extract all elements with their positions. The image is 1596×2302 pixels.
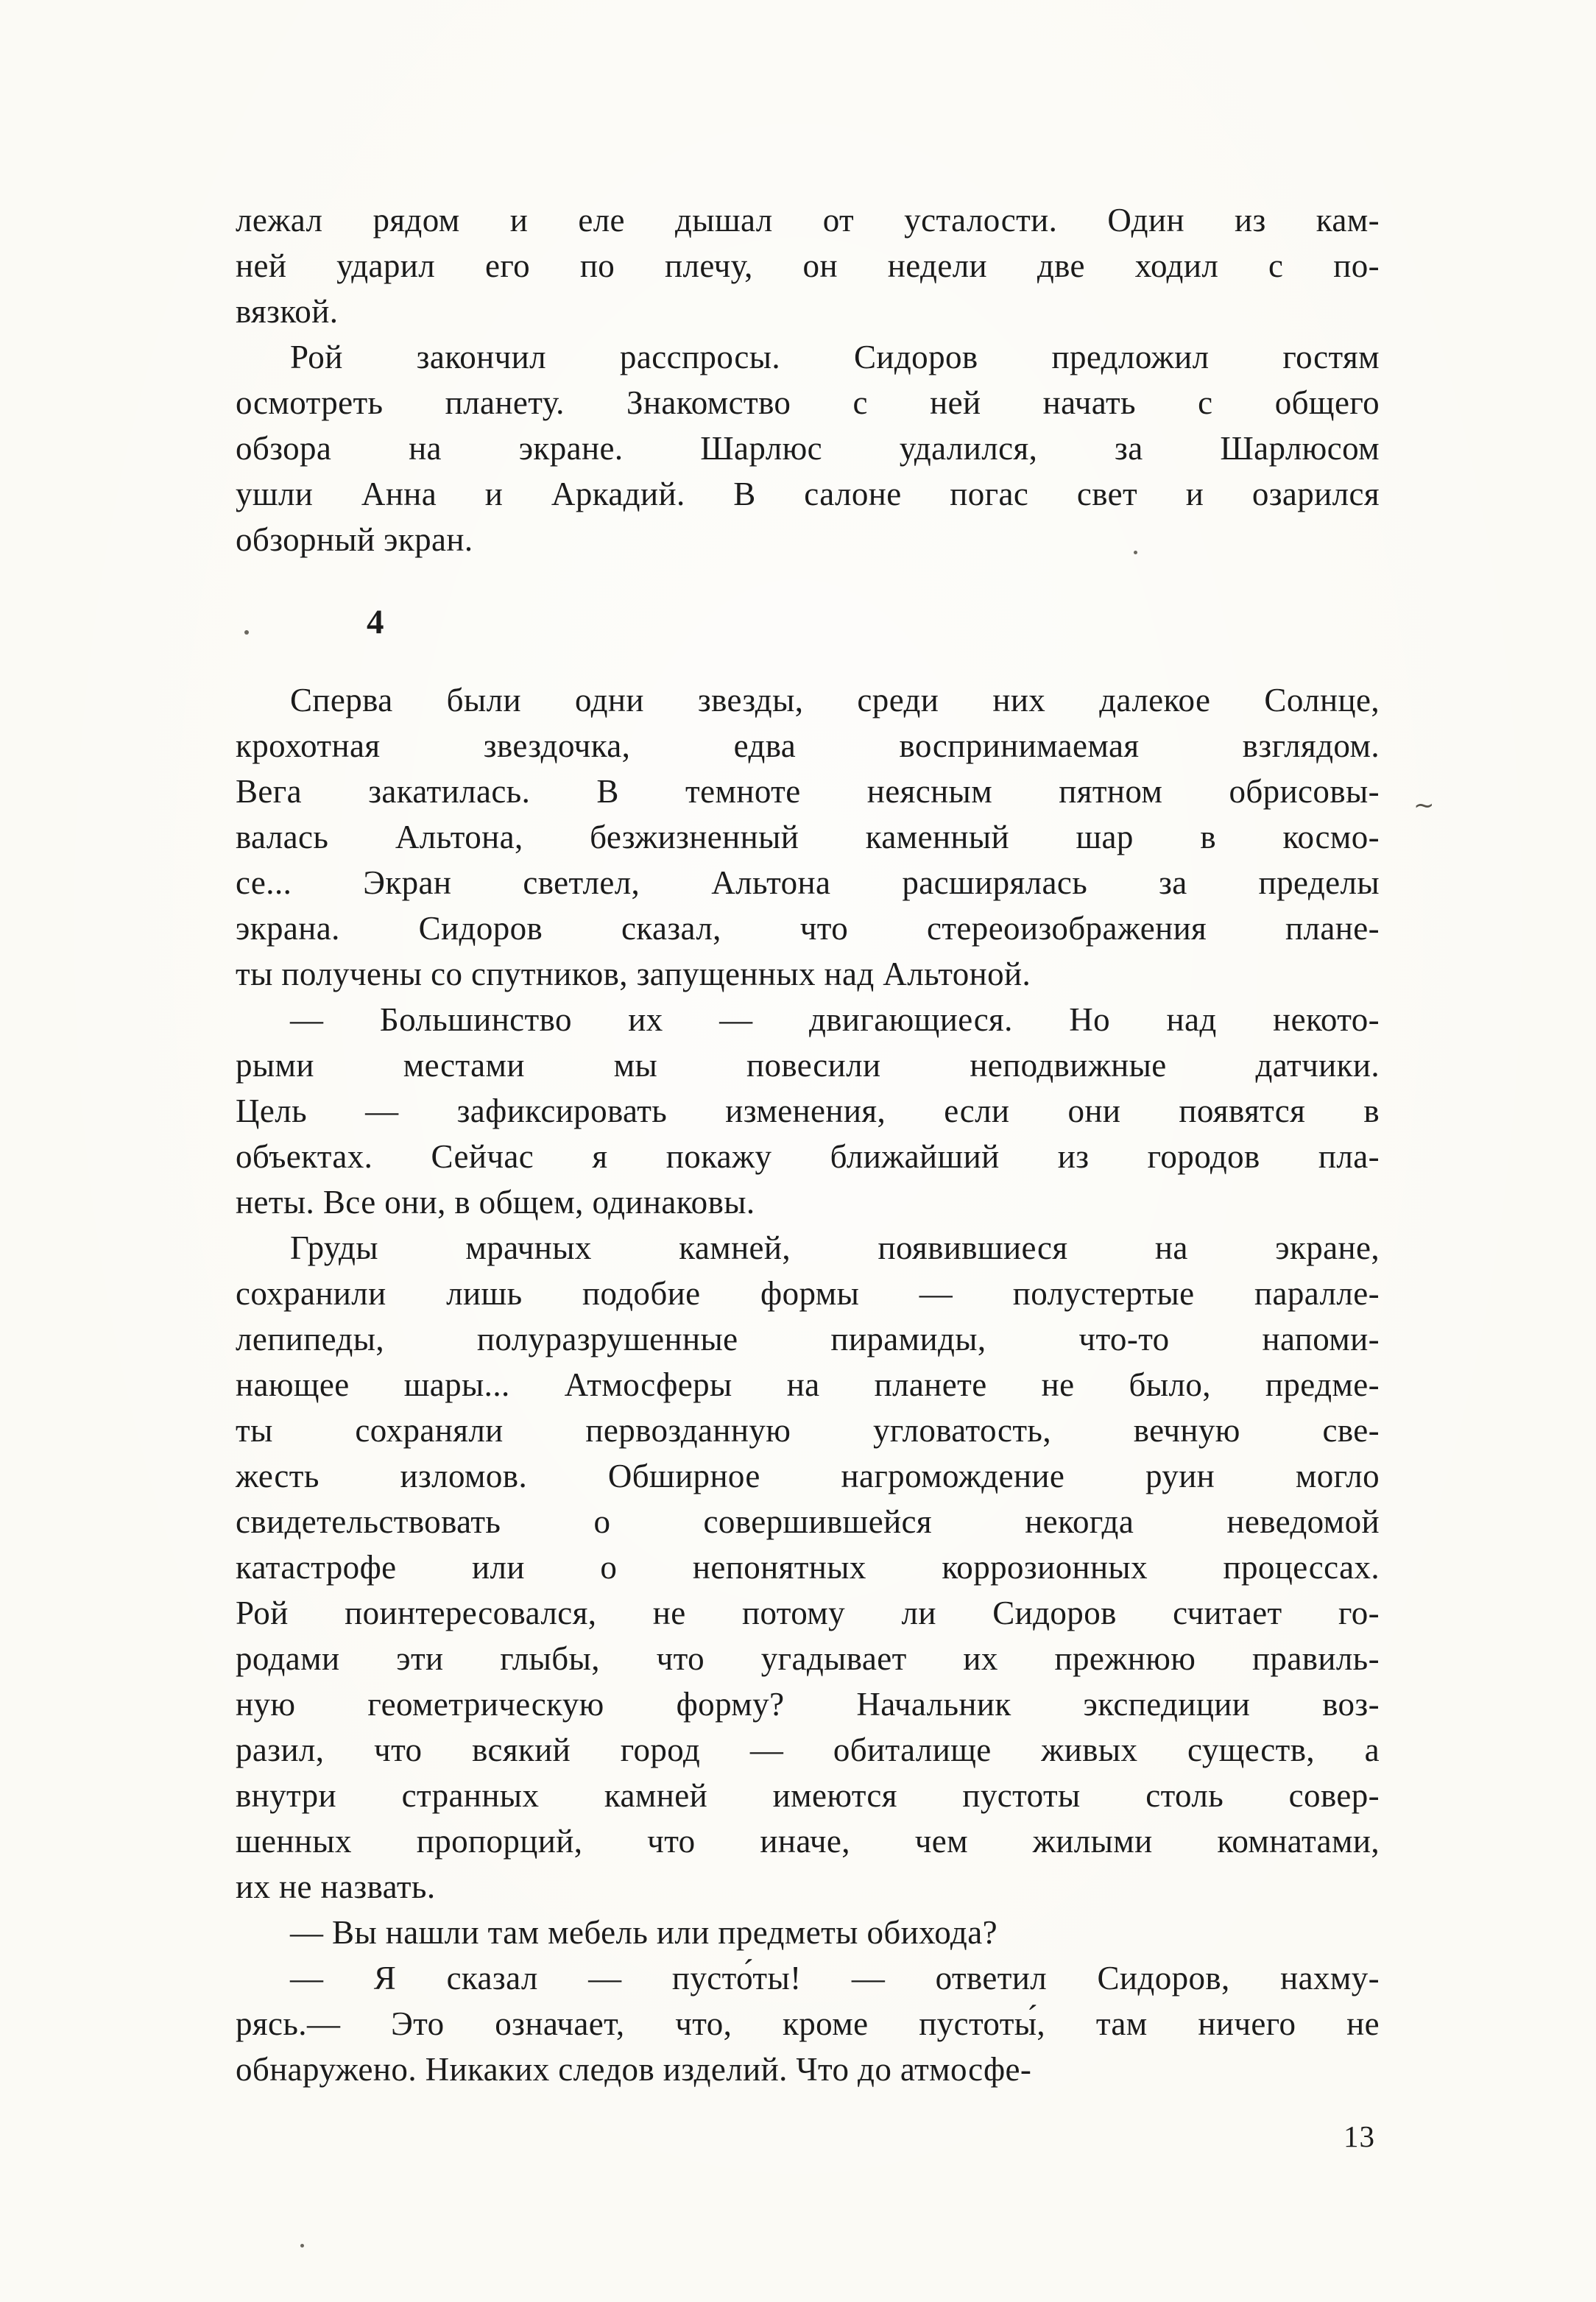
scan-artifact-dot [1134,551,1137,554]
text-line: ней ударил его по плечу, он недели две ходил с по- [236,247,1380,284]
text-line: Рой поинтересовался, не потому ли Сидоров считает го- [236,1595,1380,1631]
text-line: крохотная звездочка, едва воспринимаемая взглядом. [236,727,1380,764]
paragraph [236,197,1380,334]
paragraph [236,334,1380,562]
scan-artifact-dot [300,2244,304,2248]
text-line: рясь.— Это означает, что, кроме пустоты́, там ничего не [236,2005,1380,2042]
text-line: ты получены со спутников, запущенных над Альтоной. [236,956,1031,992]
text-line: шенных пропорций, что иначе, чем жилыми комнатами, [236,1823,1380,1860]
text-line: объектах. Сейчас я покажу ближайший из городов пла- [236,1138,1380,1175]
text-line: Рой закончил расспросы. Сидоров предложил гостям [290,339,1380,375]
text-line: катастрофе или о непонятных коррозионных процессах. [236,1549,1380,1586]
text-line: ную геометрическую форму? Начальник экспедиции воз- [236,1686,1380,1723]
text-line: сохранили лишь подобие формы — полустертые паралле- [236,1275,1380,1312]
text-line: свидетельствовать о совершившейся некогда неведомой [236,1503,1380,1540]
text-line: рыми местами мы повесили неподвижные датчики. [236,1047,1380,1084]
text-line: неты. Все они, в общем, одинаковы. [236,1184,755,1221]
text-line: — Вы нашли там мебель или предметы обихода? [290,1914,998,1951]
scan-artifact-dot [244,630,249,635]
text-line: обзора на экране. Шарлюс удалился, за Шарлюсом [236,430,1380,467]
text-line: жесть изломов. Обширное нагромождение руин могло [236,1458,1380,1494]
text-line: обнаружено. Никаких следов изделий. Что до атмосфе- [236,2051,1032,2088]
paragraph [236,1955,1380,2092]
text-line: лежал рядом и еле дышал от усталости. Один из кам- [236,202,1380,239]
text-line: — Большинство их — двигающиеся. Но над некото- [290,1001,1380,1038]
text-line: родами эти глыбы, что угадывает их прежнюю правиль- [236,1640,1380,1677]
text-line: обзорный экран. [236,521,473,558]
text-line: Цель — зафиксировать изменения, если они появятся в [236,1092,1380,1129]
scan-artifact-mark: ~ [1413,791,1435,820]
text-line: вязкой. [236,293,339,330]
text-line: Груды мрачных камней, появившиеся на экране, [290,1229,1380,1266]
paragraph [236,1225,1380,1910]
text-line: экрана. Сидоров сказал, что стереоизображения плане- [236,910,1380,947]
text-line: нающее шары... Атмосферы на планете не было, предме- [236,1366,1380,1403]
text-line: — Я сказал — пусто́ты! — ответил Сидоров, нахму- [290,1960,1380,1996]
text-line: Сперва были одни звезды, среди них далекое Солнце, [290,682,1380,719]
text-line: внутри странных камней имеются пустоты столь совер- [236,1777,1380,1814]
text-line: ушли Анна и Аркадий. В салоне погас свет и озарился [236,476,1380,512]
text-line: валась Альтона, безжизненный каменный шар в космо- [236,819,1380,855]
section-heading: 4 [367,603,384,641]
text-line: разил, что всякий город — обиталище живых существ, а [236,1731,1380,1768]
paragraph [236,997,1380,1225]
text-line: осмотреть планету. Знакомство с ней начать с общего [236,384,1380,421]
text-line: их не назвать. [236,1868,436,1905]
text-line: се... Экран светлел, Альтона расширялась за пределы [236,864,1380,901]
text-line: Вега закатилась. В темноте неясным пятном обрисовы- [236,773,1380,810]
text-line: лепипеды, полуразрушенные пирамиды, что-то напоми- [236,1321,1380,1357]
paragraph [236,1910,1380,1955]
page-number: 13 [1343,2119,1375,2153]
paragraph [236,677,1380,997]
text-column [236,197,1380,2092]
text-line: ты сохраняли первозданную угловатость, вечную све- [236,1412,1380,1449]
